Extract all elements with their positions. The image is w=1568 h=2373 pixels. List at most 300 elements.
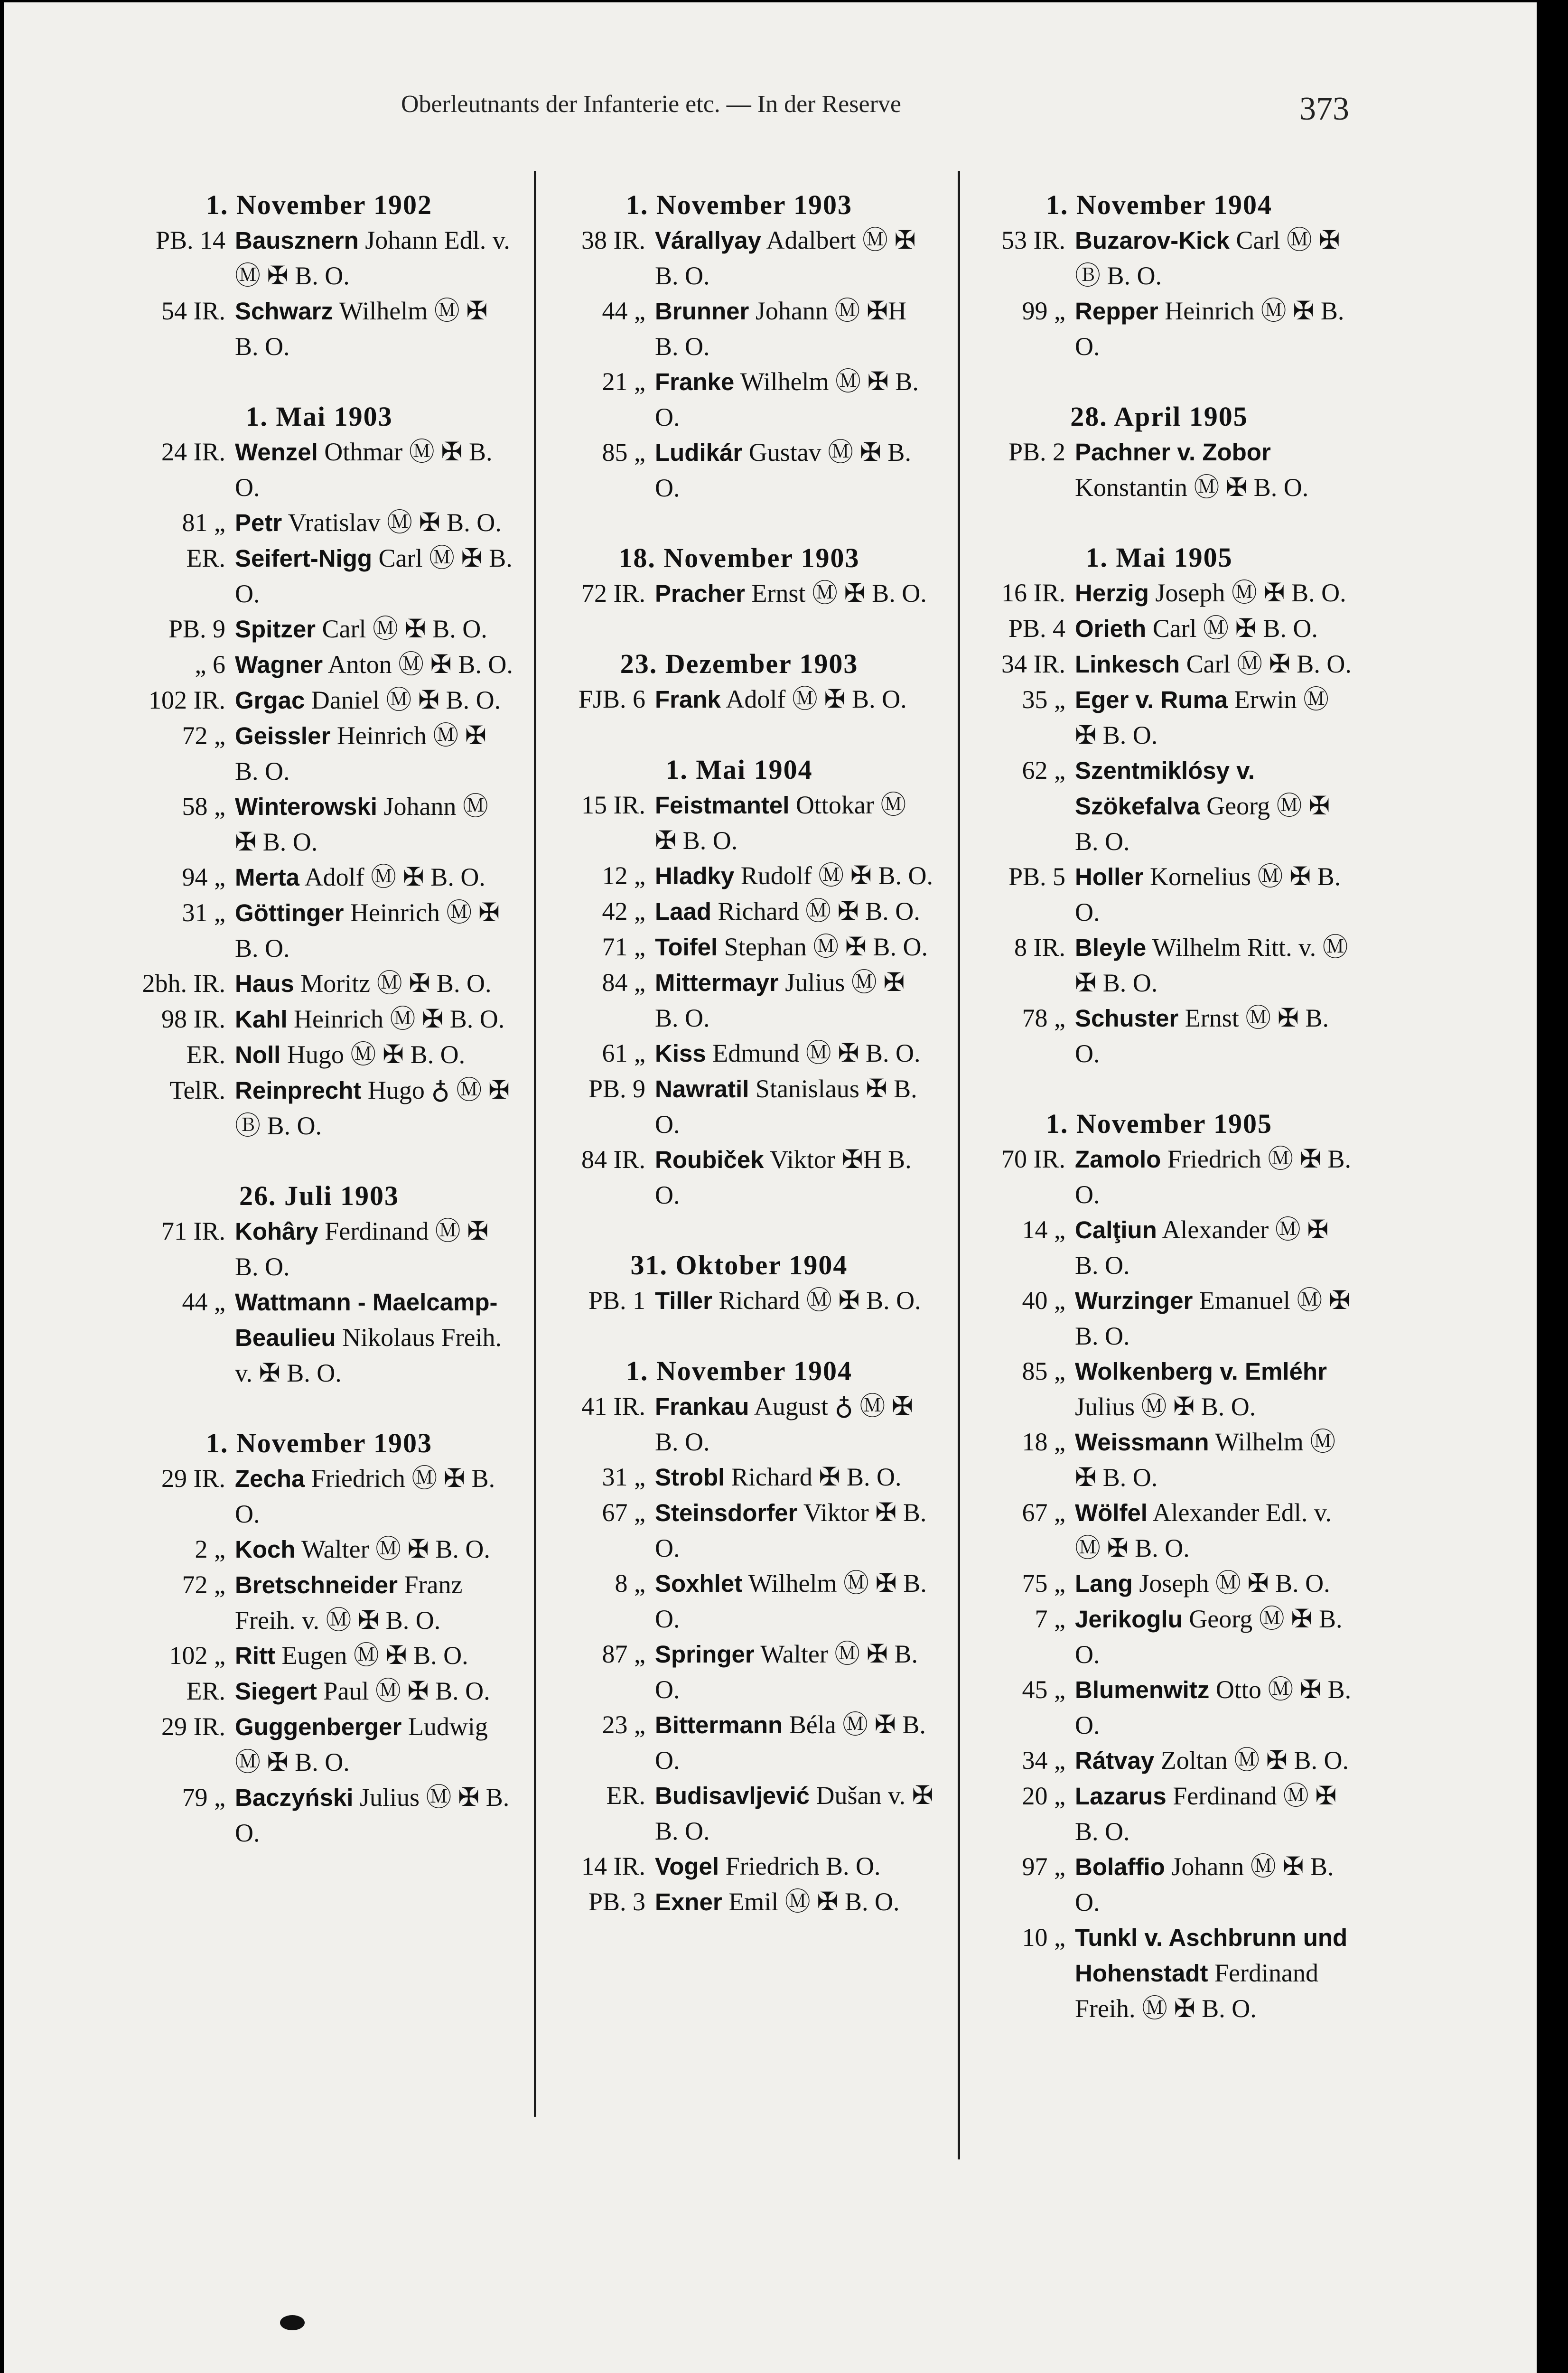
officer-surname: Rátvay: [1075, 1747, 1155, 1774]
unit-label: 58 „: [182, 792, 225, 821]
unit-label: 72 IR.: [581, 579, 645, 607]
officer-details: Julius Ⓜ ✠ B. O.: [655, 968, 905, 1032]
unit-label: FJB. 6: [578, 685, 645, 713]
unit-label: 62 „: [1022, 756, 1065, 785]
officer-surname: Petr: [235, 509, 282, 536]
unit-label: 42 „: [602, 897, 645, 925]
officer-text: [1075, 1778, 1362, 1849]
officer-details: Ferdinand Ⓜ ✠ B. O.: [1075, 1782, 1337, 1846]
roster-entry: [956, 1354, 1362, 1424]
officer-text: [655, 1636, 942, 1707]
unit-label: 24 IR.: [161, 438, 225, 466]
officer-text: [655, 787, 942, 858]
officer-details: Carl Ⓜ ✠ B. O.: [235, 544, 513, 608]
officer-surname: Exner: [655, 1888, 722, 1915]
officer-details: Otto Ⓜ ✠ B. O.: [1075, 1675, 1352, 1739]
officer-surname: Tunkl v. Aschbrunn und Hohenstadt: [1075, 1924, 1348, 1987]
section-heading: 1. November 1903: [625, 189, 853, 220]
unit-label: 7 „: [1035, 1605, 1065, 1633]
officer-details: Wilhelm Ⓜ ✠ B. O.: [655, 367, 919, 431]
officer-text: [1075, 1849, 1362, 1920]
officer-text: [655, 1036, 942, 1071]
roster-entry: [956, 1000, 1362, 1071]
officer-details: Othmar Ⓜ ✠ B. O.: [235, 438, 493, 502]
unit-label: ER.: [186, 544, 225, 572]
officer-text: [1075, 930, 1362, 1000]
officer-text: [1075, 1495, 1362, 1566]
officer-details: Franz Freih. v. Ⓜ ✠ B. O.: [235, 1570, 463, 1635]
unit-label: ER.: [186, 1040, 225, 1069]
officer-details: Ernst Ⓜ ✠ B. O.: [1075, 1004, 1329, 1068]
unit-label: 75 „: [1022, 1569, 1065, 1598]
section-heading: 1. November 1904: [1045, 189, 1273, 220]
officer-text: [235, 895, 522, 966]
roster-entry: [116, 541, 522, 611]
officer-surname: Koch: [235, 1536, 296, 1563]
section-heading: 1. Mai 1903: [245, 401, 393, 432]
section-heading: 26. Juli 1903: [239, 1180, 399, 1211]
officer-details: Carl Ⓜ ✠ Ⓑ B. O.: [1075, 226, 1340, 290]
unit-label: 97 „: [1022, 1852, 1065, 1881]
roster-entry: [116, 682, 522, 718]
roster-entry: [536, 858, 942, 894]
roster-entry: [116, 611, 522, 647]
officer-surname: Springer: [655, 1641, 755, 1668]
officer-surname: Seifert-Nigg: [235, 545, 373, 572]
officer-details: Moritz Ⓜ ✠ B. O.: [294, 969, 492, 998]
roster-entry: [116, 1638, 522, 1673]
officer-text: [235, 1709, 522, 1780]
roster-entry: [956, 1672, 1362, 1743]
unit-label: 41 IR.: [581, 1392, 645, 1420]
unit-label: 15 IR.: [581, 791, 645, 819]
officer-surname: Siegert: [235, 1678, 317, 1705]
roster-entry: [536, 1071, 942, 1142]
unit-label: 81 „: [182, 508, 225, 537]
officer-text: [235, 647, 522, 682]
roster-entry: [116, 434, 522, 505]
ink-blot: [280, 2315, 305, 2330]
roster-entry: [536, 787, 942, 858]
officer-surname: Jerikoglu: [1075, 1606, 1183, 1633]
officer-text: [235, 1073, 522, 1143]
officer-surname: Nawratil: [655, 1075, 749, 1102]
officer-surname: Blumenwitz: [1075, 1676, 1210, 1703]
unit-label: 31 „: [602, 1463, 645, 1491]
officer-details: Viktor ✠ B. O.: [655, 1498, 927, 1562]
roster-entry: [956, 1849, 1362, 1920]
officer-details: Emil Ⓜ ✠ B. O.: [722, 1887, 900, 1916]
officer-surname: Weissmann: [1075, 1429, 1209, 1456]
officer-details: Georg Ⓜ ✠ B. O.: [1075, 1605, 1343, 1669]
officer-details: Joseph Ⓜ ✠ B. O.: [1132, 1569, 1330, 1598]
officer-text: [1075, 223, 1362, 293]
officer-details: Adalbert Ⓜ ✠ B. O.: [655, 226, 916, 290]
roster-entry: [956, 1283, 1362, 1354]
officer-text: [235, 789, 522, 860]
officer-text: [655, 1459, 942, 1495]
roster-entry: [116, 1284, 522, 1391]
officer-text: [655, 1142, 942, 1213]
officer-surname: Baczyński: [235, 1784, 354, 1811]
unit-label: PB. 4: [1008, 614, 1065, 643]
officer-surname: Wolkenberg v. Emléhr: [1075, 1358, 1327, 1385]
roster-entry: [956, 1141, 1362, 1212]
officer-text: [655, 929, 942, 965]
section-heading: 31. Oktober 1904: [630, 1250, 848, 1280]
officer-surname: Merta: [235, 864, 300, 891]
roster-entry: [536, 576, 942, 611]
roster-entry: [116, 1461, 522, 1532]
unit-label: 72 „: [182, 721, 225, 750]
officer-surname: Noll: [235, 1041, 281, 1068]
officer-text: [235, 611, 522, 647]
officer-surname: Winterowski: [235, 793, 377, 820]
officer-details: Anton Ⓜ ✠ B. O.: [323, 650, 513, 679]
officer-text: [235, 1461, 522, 1532]
officer-text: [1075, 1672, 1362, 1743]
roster-entry: [956, 930, 1362, 1000]
unit-label: PB. 3: [588, 1887, 645, 1916]
unit-label: 34 IR.: [1001, 650, 1065, 678]
unit-label: „ 6: [195, 650, 225, 679]
roster-entry: [536, 293, 942, 364]
officer-details: Friedrich B. O.: [719, 1852, 881, 1880]
officer-text: [1075, 1424, 1362, 1495]
officer-details: Ludwig Ⓜ ✠ B. O.: [235, 1712, 488, 1776]
officer-details: Hugo Ⓜ ✠ B. O.: [280, 1040, 466, 1069]
officer-details: Carl Ⓜ ✠ B. O.: [316, 615, 487, 643]
officer-details: Ferdinand Ⓜ ✠ B. O.: [235, 1217, 489, 1281]
roster-entry: [956, 1495, 1362, 1566]
officer-text: [235, 1284, 522, 1391]
officer-details: Kornelius Ⓜ ✠ B. O.: [1075, 862, 1341, 926]
unit-label: 16 IR.: [1001, 579, 1065, 607]
officer-text: [655, 1849, 942, 1884]
roster-entry: [116, 647, 522, 682]
officer-text: [655, 1283, 942, 1318]
roster-entry: [536, 1636, 942, 1707]
officer-surname: Eger v. Ruma: [1075, 686, 1228, 713]
officer-surname: Kiss: [655, 1040, 706, 1067]
roster-entry: [956, 753, 1362, 859]
officer-details: Ernst Ⓜ ✠ B. O.: [745, 579, 927, 607]
roster-entry: [536, 965, 942, 1036]
officer-text: [655, 364, 942, 435]
officer-surname: Zecha: [235, 1465, 305, 1492]
roster-entry: [536, 929, 942, 965]
unit-label: 61 „: [602, 1039, 645, 1067]
officer-details: Wilhelm Ritt. v. Ⓜ ✠ B. O.: [1075, 933, 1348, 997]
officer-surname: Zamolo: [1075, 1146, 1161, 1173]
roster-entry: [116, 718, 522, 789]
unit-label: 71 „: [602, 933, 645, 961]
officer-details: Julius Ⓜ ✠ B. O.: [235, 1783, 510, 1847]
officer-details: Walter Ⓜ ✠ B. O.: [655, 1640, 918, 1704]
roster-entry: [116, 1532, 522, 1567]
section-heading: 1. November 1904: [625, 1355, 853, 1386]
officer-details: Wilhelm Ⓜ ✠ B. O.: [1075, 1428, 1336, 1492]
roster-entry: [116, 1709, 522, 1780]
officer-details: Eugen Ⓜ ✠ B. O.: [275, 1641, 468, 1670]
unit-label: PB. 14: [155, 226, 225, 254]
roster-entry: [116, 895, 522, 966]
officer-details: Erwin Ⓜ ✠ B. O.: [1075, 685, 1329, 749]
roster-entry: [956, 859, 1362, 930]
officer-details: Rudolf Ⓜ ✠ B. O.: [734, 861, 933, 890]
roster-entry: [956, 1778, 1362, 1849]
officer-details: Carl Ⓜ ✠ B. O.: [1180, 650, 1352, 678]
officer-text: [235, 1037, 522, 1073]
officer-surname: Wurzinger: [1075, 1287, 1193, 1314]
officer-details: Joseph Ⓜ ✠ B. O.: [1148, 579, 1346, 607]
officer-surname: Frank: [655, 686, 721, 713]
roster-entry: [956, 611, 1362, 646]
officer-surname: Szentmiklósy v. Szökefalva: [1075, 757, 1255, 820]
roster-entry: [536, 435, 942, 505]
roster-entry: [956, 434, 1362, 505]
officer-details: August ♁ Ⓜ ✠ B. O.: [655, 1392, 914, 1456]
officer-text: [1075, 611, 1362, 646]
officer-surname: Toifel: [655, 934, 718, 961]
officer-surname: Wölfel: [1075, 1499, 1148, 1526]
roster-entry: [116, 293, 522, 364]
officer-details: Paul Ⓜ ✠ B. O.: [317, 1677, 490, 1705]
roster-entry: [116, 860, 522, 895]
unit-label: PB. 5: [1008, 862, 1065, 891]
unit-label: 23 „: [602, 1710, 645, 1739]
unit-label: 44 „: [602, 297, 645, 325]
roster-entry: [536, 1707, 942, 1778]
officer-details: Béla Ⓜ ✠ B. O.: [655, 1710, 926, 1775]
officer-surname: Budisavljević: [655, 1782, 810, 1809]
officer-details: Gustav Ⓜ ✠ B. O.: [655, 438, 911, 502]
unit-label: 18 „: [1022, 1428, 1065, 1456]
officer-surname: Roubiček: [655, 1146, 764, 1173]
section-heading: 1. Mai 1904: [665, 754, 813, 785]
officer-details: Carl Ⓜ ✠ B. O.: [1146, 614, 1318, 643]
officer-surname: Ritt: [235, 1642, 275, 1669]
officer-text: [235, 860, 522, 895]
roster-entry: [116, 966, 522, 1001]
officer-text: [655, 1884, 942, 1920]
officer-surname: Schwarz: [235, 298, 333, 325]
unit-label: PB. 1: [588, 1286, 645, 1315]
roster-entry: [956, 1566, 1362, 1601]
officer-details: Heinrich Ⓜ ✠ B. O.: [235, 721, 486, 785]
officer-details: Stephan Ⓜ ✠ B. O.: [718, 933, 928, 961]
unit-label: PB. 9: [168, 615, 225, 643]
officer-text: [655, 576, 942, 611]
officer-text: [655, 435, 942, 505]
officer-surname: Várallyay: [655, 227, 762, 254]
officer-details: Stanislaus ✠ B. O.: [655, 1074, 917, 1139]
unit-label: 102 „: [169, 1641, 225, 1670]
officer-text: [1075, 753, 1362, 859]
officer-surname: Brunner: [655, 298, 749, 325]
officer-details: Johann Ⓜ ✠H B. O.: [655, 297, 907, 361]
officer-details: Julius Ⓜ ✠ B. O.: [1075, 1392, 1256, 1421]
unit-label: 79 „: [182, 1783, 225, 1812]
officer-surname: Reinprecht: [235, 1077, 362, 1104]
officer-text: [235, 718, 522, 789]
officer-details: Nikolaus Freih. v. ✠ B. O.: [235, 1323, 502, 1387]
section-heading: 1. Mai 1905: [1085, 542, 1233, 573]
roster-entry: [536, 1283, 942, 1318]
officer-text: [235, 682, 522, 718]
officer-text: [235, 1214, 522, 1284]
officer-text: [1075, 1566, 1362, 1601]
unit-label: 44 „: [182, 1288, 225, 1316]
officer-details: Friedrich Ⓜ ✠ B. O.: [1075, 1145, 1352, 1209]
officer-text: [1075, 859, 1362, 930]
officer-details: Friedrich Ⓜ ✠ B. O.: [235, 1464, 495, 1528]
officer-text: [235, 541, 522, 611]
officer-surname: Feistmantel: [655, 792, 790, 819]
roster-entry: [116, 1073, 522, 1143]
unit-label: 54 IR.: [161, 297, 225, 325]
unit-label: ER.: [606, 1781, 645, 1810]
officer-text: [1075, 1212, 1362, 1283]
officer-text: [655, 858, 942, 894]
officer-text: [235, 1780, 522, 1850]
column-3: [956, 187, 1362, 2026]
unit-label: 31 „: [182, 898, 225, 927]
officer-details: Heinrich Ⓜ ✠ B. O.: [1075, 297, 1344, 361]
officer-text: [235, 1638, 522, 1673]
officer-text: [655, 1389, 942, 1459]
officer-surname: Vogel: [655, 1853, 719, 1880]
officer-details: Daniel Ⓜ ✠ B. O.: [305, 686, 501, 714]
unit-label: 20 „: [1022, 1782, 1065, 1810]
roster-entry: [116, 1673, 522, 1709]
roster-entry: [116, 1780, 522, 1850]
officer-text: [1075, 1283, 1362, 1354]
unit-label: PB. 9: [588, 1074, 645, 1103]
officer-surname: Mittermayr: [655, 969, 779, 996]
officer-text: [655, 894, 942, 929]
unit-label: 85 „: [1022, 1357, 1065, 1385]
officer-text: [1075, 1354, 1362, 1424]
unit-label: 40 „: [1022, 1286, 1065, 1315]
roster-entry: [956, 293, 1362, 364]
officer-text: [1075, 682, 1362, 753]
officer-surname: Bretschneider: [235, 1571, 398, 1598]
officer-text: [1075, 646, 1362, 682]
column-1: [116, 187, 522, 1850]
roster-entry: [116, 1037, 522, 1073]
unit-label: 98 IR.: [161, 1005, 225, 1033]
roster-entry: [536, 1566, 942, 1636]
officer-surname: Geissler: [235, 722, 331, 749]
officer-surname: Wattmann - Maelcamp-Beaulieu: [235, 1289, 498, 1351]
section-heading: 18. November 1903: [618, 542, 860, 573]
page-number: 373: [1299, 91, 1349, 127]
unit-label: 29 IR.: [161, 1712, 225, 1741]
officer-surname: Göttinger: [235, 899, 344, 926]
officer-surname: Schuster: [1075, 1005, 1179, 1032]
officer-details: Zoltan Ⓜ ✠ B. O.: [1154, 1746, 1349, 1775]
officer-text: [1075, 575, 1362, 611]
unit-label: 14 IR.: [581, 1852, 645, 1880]
officer-details: Adolf Ⓜ ✠ B. O.: [299, 863, 485, 891]
roster-entry: [536, 1884, 942, 1920]
roster-entry: [956, 682, 1362, 753]
officer-details: Johann Ⓜ ✠ B. O.: [1075, 1852, 1334, 1916]
officer-details: Johann Ⓜ ✠ B. O.: [235, 792, 488, 856]
officer-surname: Bolaffio: [1075, 1853, 1165, 1880]
unit-label: 85 „: [602, 438, 645, 467]
roster-entry: [956, 1920, 1362, 2026]
officer-text: [655, 1707, 942, 1778]
unit-label: 21 „: [602, 367, 645, 396]
roster-entry: [536, 364, 942, 435]
officer-text: [655, 965, 942, 1036]
unit-label: 8 „: [615, 1569, 645, 1598]
roster-entry: [956, 575, 1362, 611]
officer-surname: Pracher: [655, 580, 745, 607]
officer-text: [655, 1566, 942, 1636]
unit-label: 10 „: [1022, 1923, 1065, 1952]
officer-surname: Orieth: [1075, 615, 1147, 642]
officer-details: Ferdinand Freih. Ⓜ ✠ B. O.: [1075, 1959, 1318, 2023]
unit-label: ER.: [186, 1677, 225, 1705]
officer-surname: Haus: [235, 970, 294, 997]
section-heading: 28. April 1905: [1070, 401, 1248, 432]
roster-entry: [536, 1036, 942, 1071]
unit-label: 99 „: [1022, 297, 1065, 325]
officer-text: [655, 1495, 942, 1566]
officer-details: Konstantin Ⓜ ✠ B. O.: [1075, 473, 1309, 502]
roster-entry: [536, 223, 942, 293]
officer-details: Ottokar Ⓜ ✠ B. O.: [655, 791, 906, 855]
officer-text: [1075, 1141, 1362, 1212]
section-heading: 1. November 1905: [1045, 1108, 1273, 1139]
unit-label: 102 IR.: [149, 686, 225, 714]
officer-surname: Hladky: [655, 862, 735, 889]
section-heading: 1. November 1903: [205, 1428, 433, 1458]
unit-label: 14 „: [1022, 1215, 1065, 1244]
unit-label: 70 IR.: [1001, 1145, 1065, 1173]
unit-label: 29 IR.: [161, 1464, 225, 1493]
officer-details: Edmund Ⓜ ✠ B. O.: [706, 1039, 921, 1067]
officer-details: Walter Ⓜ ✠ B. O.: [295, 1535, 490, 1563]
roster-entry: [956, 646, 1362, 682]
unit-label: 45 „: [1022, 1675, 1065, 1704]
officer-surname: Lang: [1075, 1570, 1133, 1597]
roster-entry: [536, 894, 942, 929]
officer-text: [655, 1071, 942, 1142]
unit-label: 38 IR.: [581, 226, 645, 254]
officer-text: [655, 293, 942, 364]
section-heading: 1. November 1902: [205, 189, 433, 220]
roster-entry: [536, 1495, 942, 1566]
unit-label: 78 „: [1022, 1004, 1065, 1032]
roster-entry: [956, 223, 1362, 293]
running-header: Oberleutnants der Infanterie etc. — In der Reserve: [401, 91, 901, 118]
unit-label: 67 „: [602, 1498, 645, 1527]
unit-label: PB. 2: [1008, 438, 1065, 466]
column-2: [536, 187, 942, 1920]
officer-surname: Repper: [1075, 298, 1158, 325]
roster-entry: [116, 1001, 522, 1037]
officer-surname: Linkesch: [1075, 651, 1180, 678]
officer-surname: Bausznern: [235, 227, 359, 254]
officer-text: [235, 434, 522, 505]
officer-details: Wilhelm Ⓜ ✠ B. O.: [655, 1569, 927, 1633]
roster-entry: [536, 682, 942, 717]
roster-entry: [116, 505, 522, 541]
